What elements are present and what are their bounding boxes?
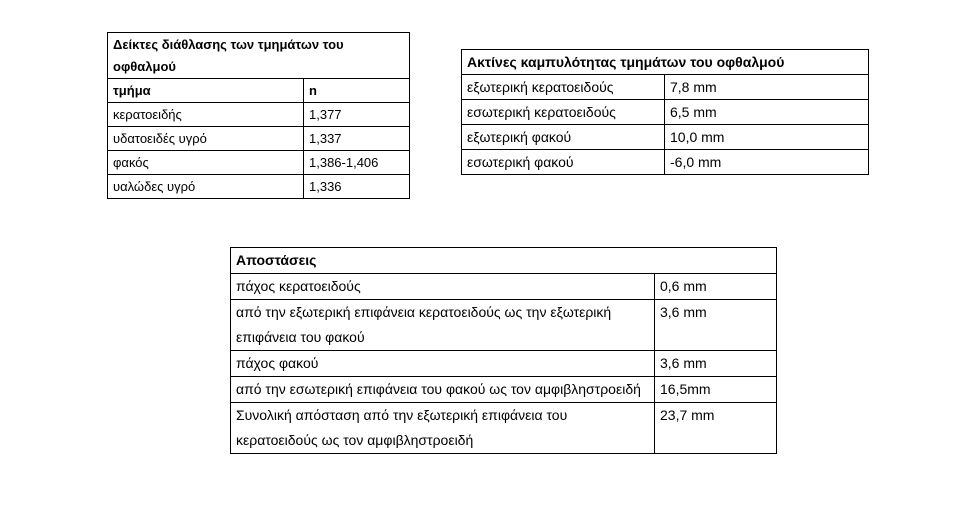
table-title: Ακτίνες καμπυλότητας τμημάτων του οφθαλμού xyxy=(462,50,869,75)
value-cell: 0,6 mm xyxy=(655,274,777,300)
column-header-segment: τμήμα xyxy=(108,79,304,103)
distance-label-cell: Συνολική απόσταση από την εξωτερική επιφάνεια του κερατοειδούς ως τον αμφιβληστροειδή xyxy=(231,403,655,454)
table-row xyxy=(108,175,410,199)
value-cell: 6,5 mm xyxy=(665,100,869,125)
surface-cell: εσωτερική φακού xyxy=(462,150,665,175)
segment-cell: υαλώδες υγρό xyxy=(108,175,304,199)
table-row xyxy=(231,274,777,300)
value-cell: -6,0 mm xyxy=(665,150,869,175)
curvature-radii-table xyxy=(461,49,869,175)
value-cell: 7,8 mm xyxy=(665,75,869,100)
table-row xyxy=(231,351,777,377)
distance-label-cell: πάχος φακού xyxy=(231,351,655,377)
distance-label-cell: από την εσωτερική επιφάνεια του φακού ως τον αμφιβληστροειδή xyxy=(231,377,655,403)
value-cell: 3,6 mm xyxy=(655,351,777,377)
table-title-row xyxy=(231,248,777,274)
column-header-n: n xyxy=(304,79,410,103)
table-row xyxy=(462,100,869,125)
table-row xyxy=(462,150,869,175)
value-cell: 23,7 mm xyxy=(655,403,777,454)
value-cell: 1,336 xyxy=(304,175,410,199)
distance-label-cell: από την εξωτερική επιφάνεια κερατοειδούς ως την εξωτερική επιφάνεια του φακού xyxy=(231,300,655,351)
table-row xyxy=(462,75,869,100)
value-cell: 10,0 mm xyxy=(665,125,869,150)
table-row xyxy=(462,125,869,150)
table-row xyxy=(231,300,777,351)
distance-label-cell: πάχος κερατοειδούς xyxy=(231,274,655,300)
table-row xyxy=(231,403,777,454)
table-row xyxy=(231,377,777,403)
value-cell: 1,377 xyxy=(304,103,410,127)
surface-cell: εσωτερική κερατοειδούς xyxy=(462,100,665,125)
value-cell: 1,337 xyxy=(304,127,410,151)
table-title-row xyxy=(462,50,869,75)
table-header-row xyxy=(108,79,410,103)
value-cell: 16,5mm xyxy=(655,377,777,403)
value-cell: 1,386-1,406 xyxy=(304,151,410,175)
table-row xyxy=(108,151,410,175)
segment-cell: φακός xyxy=(108,151,304,175)
distances-table xyxy=(230,247,777,454)
surface-cell: εξωτερική φακού xyxy=(462,125,665,150)
segment-cell: κερατοειδής xyxy=(108,103,304,127)
value-cell: 3,6 mm xyxy=(655,300,777,351)
table-title: Δείκτες διάθλασης των τμημάτων του οφθαλμού xyxy=(108,33,410,79)
table-row xyxy=(108,103,410,127)
table-row xyxy=(108,127,410,151)
segment-cell: υδατοειδές υγρό xyxy=(108,127,304,151)
surface-cell: εξωτερική κερατοειδούς xyxy=(462,75,665,100)
table-title-row xyxy=(108,33,410,79)
table-title: Αποστάσεις xyxy=(231,248,777,274)
refractive-indices-table xyxy=(107,32,410,199)
